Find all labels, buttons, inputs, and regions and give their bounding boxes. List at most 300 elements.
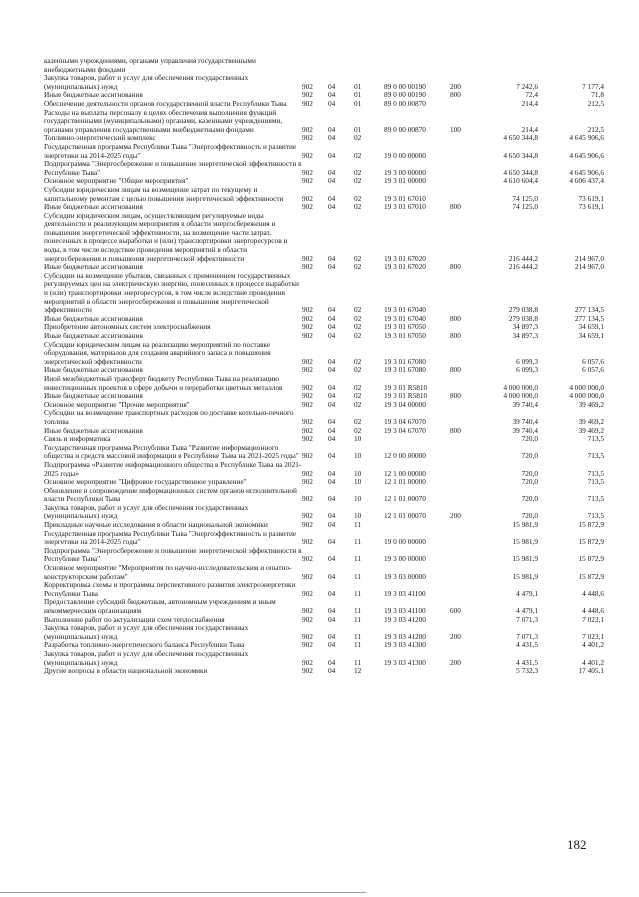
cell-target-code: 12 1 01 00070 xyxy=(384,494,426,504)
cell-expense-type xyxy=(450,401,478,410)
cell-section: 04 xyxy=(328,356,336,366)
cell-amount-year1: 15 981,9 xyxy=(512,554,538,564)
cell-subsection: 02 xyxy=(354,391,362,401)
cell-amount-year2: 212,5 xyxy=(587,124,604,134)
cell-target-code: 19 3 03 41200 xyxy=(384,631,426,641)
cell-amount-year2: 15 872,9 xyxy=(578,554,604,564)
cell-name: Подпрограмма «Развитие информационного общества в Республике Тыва на 2021-2025 годы» xyxy=(44,459,302,478)
cell-amount-year1: 4 650 344,8 xyxy=(503,167,538,177)
cell-section: 04 xyxy=(328,416,336,426)
cell-amount-year1: 720,0 xyxy=(521,468,538,478)
cell-amount-year2: 6 057,6 xyxy=(582,356,604,366)
cell-name: Закупка товаров, работ и услуг для обеспечения государственных (муниципальных) нужд xyxy=(44,623,249,641)
cell-expense-type xyxy=(450,667,478,676)
cell-name: Иные бюджетные ассигнования xyxy=(44,202,143,212)
cell-name: Субсидии юридическим лицам, осуществляющим регулируемые виды деятельности и реализующим мероприятия в области энергосбережения и повышения энергетической эффективности, на возмещение части затрат, понесенных в процессе выработки и (или) транспортировки энергоресурсов и воды, в том числе вследствие проведения мероприятий в области энергосбережения и повышения энергетической эффективности xyxy=(44,210,288,263)
cell-ved-code: 902 xyxy=(302,167,313,177)
cell-section: 04 xyxy=(328,262,336,272)
cell-section: 04 xyxy=(328,477,336,487)
cell-ved-code: 902 xyxy=(302,537,313,547)
table-row xyxy=(44,74,604,91)
cell-section: 04 xyxy=(328,313,336,323)
cell-section: 04 xyxy=(328,167,336,177)
cell-expense-type: 200 xyxy=(450,657,461,667)
cell-target-code: 19 3 01 R5810 xyxy=(384,391,428,401)
cell-section: 04 xyxy=(328,606,336,615)
cell-name: Иной межбюджетный трансферт бюджету Республики Тыва на реализацию инвестиционных проектов в сфере добычи и переработки цветных металлов xyxy=(44,373,283,392)
cell-target-code: 89 0 00 00870 xyxy=(384,124,426,134)
cell-expense-type xyxy=(450,444,478,461)
cell-amount-year1: 39 740,4 xyxy=(512,425,538,435)
cell-ved-code: 902 xyxy=(302,494,313,504)
cell-target-code: 12 1 01 00000 xyxy=(384,477,426,487)
cell-ved-code: 902 xyxy=(302,331,313,340)
cell-subsection: 01 xyxy=(354,98,362,108)
cell-name: Иные бюджетные ассигнования xyxy=(44,425,143,435)
cell-section: 04 xyxy=(328,391,336,401)
cell-amount-year1: 4 479,1 xyxy=(516,606,538,615)
cell-target-code: 19 3 03 41300 xyxy=(384,657,426,667)
cell-ved-code: 902 xyxy=(302,90,313,100)
cell-amount-year1: 4 650 344,8 xyxy=(503,150,538,160)
cell-expense-type: 800 xyxy=(450,365,461,375)
cell-expense-type xyxy=(450,272,478,315)
cell-amount-year1: 72,4 xyxy=(525,90,538,100)
cell-section: 04 xyxy=(328,176,336,186)
cell-section: 04 xyxy=(328,81,336,91)
cell-subsection: 02 xyxy=(354,322,362,332)
cell-name: Иные бюджетные ассигнования xyxy=(44,365,143,375)
cell-amount-year2: 713,5 xyxy=(587,434,604,444)
cell-subsection: 02 xyxy=(354,356,362,366)
cell-amount-year1: 74 125,0 xyxy=(512,193,538,203)
cell-ved-code: 902 xyxy=(302,176,313,186)
cell-target-code: 89 0 00 00870 xyxy=(384,98,426,108)
table-row xyxy=(44,143,604,160)
cell-subsection: 11 xyxy=(354,520,362,530)
cell-amount-year1: 279 038,8 xyxy=(508,305,538,315)
cell-expense-type xyxy=(450,186,478,203)
cell-name: Иные бюджетные ассигнования xyxy=(44,313,143,323)
cell-section: 04 xyxy=(328,399,336,409)
cell-section: 04 xyxy=(328,468,336,478)
table-row xyxy=(44,409,604,426)
cell-name: Подпрограмма "Энергосбережение и повышение энергетической эффективности в Республике Тыва" xyxy=(44,159,302,177)
cell-target-code: 19 3 04 67070 xyxy=(384,416,426,426)
cell-amount-year1: 6 099,3 xyxy=(516,365,538,375)
cell-amount-year1: 39 740,4 xyxy=(512,399,538,409)
cell-amount-year2: 4 645 906,6 xyxy=(569,167,604,177)
cell-subsection: 02 xyxy=(354,313,362,323)
cell-amount-year2: 7 177,4 xyxy=(582,81,604,91)
cell-section: 04 xyxy=(328,425,336,435)
cell-ved-code: 902 xyxy=(302,391,313,401)
cell-ved-code: 902 xyxy=(302,262,313,272)
cell-section: 04 xyxy=(328,150,336,160)
cell-target-code: 19 3 03 41100 xyxy=(384,588,426,598)
cell-expense-type xyxy=(450,177,478,186)
cell-amount-year2: 15 872,9 xyxy=(578,520,604,530)
cell-expense-type: 800 xyxy=(450,90,461,100)
cell-amount-year2: 214 967,0 xyxy=(574,262,604,272)
cell-expense-type xyxy=(450,530,478,547)
cell-ved-code: 902 xyxy=(302,554,313,564)
table-body xyxy=(44,57,604,676)
cell-expense-type: 100 xyxy=(450,124,461,134)
cell-subsection: 10 xyxy=(354,451,362,461)
cell-section xyxy=(328,57,354,74)
cell-amount-year1: 4 431,5 xyxy=(516,640,538,650)
cell-amount-year2: 713,5 xyxy=(587,451,604,461)
cell-target-code xyxy=(384,435,450,444)
cell-amount-year1 xyxy=(478,57,538,74)
cell-expense-type: 200 xyxy=(450,511,461,521)
cell-target-code: 19 0 00 00000 xyxy=(384,150,426,160)
cell-expense-type xyxy=(450,100,478,109)
cell-name: Закупка товаров, работ и услуг для обеспечения государственных (муниципальных) нужд xyxy=(44,502,249,521)
cell-subsection: 01 xyxy=(354,124,362,134)
cell-section: 04 xyxy=(328,537,336,547)
cell-amount-year1: 39 740,4 xyxy=(512,416,538,426)
cell-target-code: 19 3 04 67070 xyxy=(384,425,426,435)
cell-expense-type xyxy=(450,143,478,160)
cell-subsection: 01 xyxy=(354,81,362,91)
cell-amount-year1: 4 479,1 xyxy=(516,588,538,598)
cell-section: 04 xyxy=(328,382,336,392)
table-row xyxy=(44,341,604,367)
cell-ved-code: 902 xyxy=(302,365,313,375)
cell-target-code: 19 3 01 67050 xyxy=(384,322,426,332)
cell-subsection: 02 xyxy=(354,399,362,409)
cell-target-code: 12 1 01 00070 xyxy=(384,511,426,521)
cell-section: 04 xyxy=(328,571,336,581)
cell-amount-year2: 4 000 000,0 xyxy=(569,382,604,392)
cell-expense-type xyxy=(450,57,478,74)
cell-ved-code: 902 xyxy=(302,657,313,667)
cell-target-code: 19 3 01 67010 xyxy=(384,193,426,203)
cell-name: Закупка товаров, работ и услуг для обеспечения государственных (муниципальных) нужд xyxy=(44,648,249,667)
cell-section: 04 xyxy=(328,193,336,203)
cell-subsection: 12 xyxy=(354,666,362,676)
cell-target-code: 19 3 03 41200 xyxy=(384,614,426,624)
cell-expense-type xyxy=(450,487,478,504)
cell-name: Другие вопросы в области национальной экономики xyxy=(44,666,208,676)
budget-table xyxy=(44,57,604,676)
cell-target-code: 19 3 01 67050 xyxy=(384,331,426,340)
cell-ved-code: 902 xyxy=(302,434,313,444)
cell-amount-year2: 277 134,5 xyxy=(574,305,604,315)
cell-ved-code: 902 xyxy=(302,253,313,263)
cell-expense-type xyxy=(450,521,478,530)
cell-expense-type xyxy=(450,341,478,367)
cell-target-code: 19 3 03 00000 xyxy=(384,571,426,581)
cell-ved-code: 902 xyxy=(302,468,313,478)
cell-expense-type xyxy=(450,160,478,177)
cell-amount-year1: 720,0 xyxy=(521,494,538,504)
cell-expense-type xyxy=(450,409,478,426)
cell-name: Топливно-энергетический комплекс xyxy=(44,133,156,143)
cell-target-code xyxy=(384,57,450,74)
cell-section: 04 xyxy=(328,631,336,641)
cell-target-code: 19 3 04 00000 xyxy=(384,399,426,409)
cell-name: Закупка товаров, работ и услуг для обеспечения государственных (муниципальных) нужд xyxy=(44,73,249,91)
cell-target-code: 19 3 01 67080 xyxy=(384,356,426,366)
cell-amount-year1: 34 897,3 xyxy=(512,322,538,332)
cell-section: 04 xyxy=(328,666,336,676)
cell-subsection: 02 xyxy=(354,253,362,263)
cell-subsection: 11 xyxy=(354,588,362,598)
cell-target-code: 19 3 03 41100 xyxy=(384,606,426,615)
cell-expense-type xyxy=(450,641,478,650)
cell-expense-type: 200 xyxy=(450,631,461,641)
cell-amount-year1: 4 431,5 xyxy=(516,657,538,667)
cell-target-code: 19 3 00 00000 xyxy=(384,554,426,564)
cell-amount-year2: 214 967,0 xyxy=(574,253,604,263)
cell-section: 04 xyxy=(328,322,336,332)
table-row xyxy=(44,160,604,177)
cell-name: Основное мероприятие "Прочие мероприятия" xyxy=(44,399,190,409)
cell-ved-code: 902 xyxy=(302,382,313,392)
cell-name: Разработка топливно-энергетического баланса Республики Тыва xyxy=(44,640,245,650)
cell-section: 04 xyxy=(328,133,336,143)
cell-ved-code: 902 xyxy=(302,399,313,409)
cell-ved-code: 902 xyxy=(302,425,313,435)
cell-name: Связь и информатика xyxy=(44,434,111,444)
cell-name: Приобретение автономных систем электроснабжения xyxy=(44,322,211,332)
cell-target-code xyxy=(384,134,450,143)
cell-amount-year1: 720,0 xyxy=(521,451,538,461)
cell-ved-code: 902 xyxy=(302,606,313,615)
table-row xyxy=(44,624,604,641)
cell-subsection: 02 xyxy=(354,416,362,426)
cell-ved-code: 902 xyxy=(302,133,313,143)
cell-amount-year2: 713,5 xyxy=(587,511,604,521)
cell-name: Иные бюджетные ассигнования xyxy=(44,331,143,340)
page-number: 182 xyxy=(567,837,587,852)
cell-section: 04 xyxy=(328,124,336,134)
cell-amount-year1: 720,0 xyxy=(521,511,538,521)
cell-subsection: 11 xyxy=(354,571,362,581)
table-row xyxy=(44,444,604,461)
table-row xyxy=(44,547,604,564)
cell-amount-year1: 15 981,9 xyxy=(512,520,538,530)
cell-subsection: 10 xyxy=(354,511,362,521)
cell-amount-year2: 4 401,2 xyxy=(582,657,604,667)
cell-target-code: 19 3 01 67020 xyxy=(384,262,426,272)
cell-name: Государственная программа Республики Тыва "Энергоэффективность и развитие энергетики на 2014-2025 годы" xyxy=(44,141,297,160)
cell-subsection: 01 xyxy=(354,90,362,100)
cell-amount-year2: 713,5 xyxy=(587,494,604,504)
cell-subsection: 11 xyxy=(354,606,362,615)
cell-name: Иные бюджетные ассигнования xyxy=(44,90,143,100)
cell-section: 04 xyxy=(328,331,336,340)
cell-amount-year1: 4 650 344,8 xyxy=(503,133,538,143)
cell-subsection: 02 xyxy=(354,176,362,186)
cell-amount-year1: 74 125,0 xyxy=(512,202,538,212)
cell-subsection: 02 xyxy=(354,202,362,212)
cell-ved-code: 902 xyxy=(302,81,313,91)
cell-section: 04 xyxy=(328,98,336,108)
cell-expense-type xyxy=(450,547,478,564)
cell-amount-year2: 39 469,2 xyxy=(578,425,604,435)
cell-expense-type xyxy=(450,134,478,143)
cell-section: 04 xyxy=(328,451,336,461)
cell-section: 04 xyxy=(328,365,336,375)
cell-name: Расходы на выплаты персоналу в целях обеспечения выполнения функций государственными (муниципальными) органами, казенными учреждениями, органами управления государственными внебюджетными фондами xyxy=(44,107,283,134)
cell-amount-year2: 39 469,2 xyxy=(578,416,604,426)
cell-amount-year2: 71,8 xyxy=(591,90,604,100)
cell-amount-year1: 5 732,3 xyxy=(516,666,538,676)
cell-subsection: 11 xyxy=(354,537,362,547)
cell-ved-code: 902 xyxy=(302,193,313,203)
cell-amount-year2: 7 023,1 xyxy=(582,631,604,641)
cell-target-code: 19 0 00 00000 xyxy=(384,537,426,547)
cell-name: Подпрограмма "Энергосбережение и повышение энергетической эффективности в Республике Тыва" xyxy=(44,545,302,564)
cell-section: 04 xyxy=(328,434,336,444)
cell-expense-type xyxy=(450,435,478,444)
cell-ved-code: 902 xyxy=(302,614,313,624)
cell-amount-year2: 34 659,1 xyxy=(578,322,604,332)
cell-ved-code: 902 xyxy=(302,571,313,581)
cell-amount-year2: 4 448,6 xyxy=(582,606,604,615)
table-row xyxy=(44,564,604,581)
cell-target-code: 19 3 01 R5810 xyxy=(384,382,428,392)
cell-section: 04 xyxy=(328,511,336,521)
cell-subsection: 11 xyxy=(354,631,362,641)
cell-amount-year1: 720,0 xyxy=(521,477,538,487)
table-row xyxy=(44,504,604,521)
cell-subsection: 02 xyxy=(354,133,362,143)
cell-amount-year1: 7 071,3 xyxy=(516,631,538,641)
table-row xyxy=(44,212,604,264)
cell-expense-type: 600 xyxy=(450,606,461,615)
cell-subsection: 02 xyxy=(354,305,362,315)
cell-expense-type: 800 xyxy=(450,262,461,272)
cell-ved-code: 902 xyxy=(302,202,313,212)
cell-ved-code: 902 xyxy=(302,305,313,315)
cell-name: Субсидии юридическим лицам на возмещение затрат по текущему и капитальному ремонтам с целью повышения энергетической эффективности xyxy=(44,184,284,203)
footer-divider xyxy=(0,892,366,893)
cell-amount-year1: 15 981,9 xyxy=(512,571,538,581)
cell-ved-code: 902 xyxy=(302,451,313,461)
cell-ved-code: 902 xyxy=(302,511,313,521)
cell-section: 04 xyxy=(328,657,336,667)
cell-name: Корректировка схемы и программы перспективного развития электроэнергетики Республики Тыва xyxy=(44,580,296,598)
cell-name: Прикладные научные исследования в области национальной экономики xyxy=(44,520,268,530)
cell-amount-year2: 34 659,1 xyxy=(578,331,604,340)
cell-target-code: 89 0 00 00190 xyxy=(384,90,426,100)
cell-name: Обновление и сопровождение информационных систем органов исполнительной власти Республики Тыва xyxy=(44,485,297,504)
cell-ved-code: 902 xyxy=(302,150,313,160)
cell-section: 04 xyxy=(328,202,336,212)
cell-section: 04 xyxy=(328,520,336,530)
cell-amount-year2: 4 448,6 xyxy=(582,588,604,598)
cell-amount-year2 xyxy=(538,57,604,74)
cell-ved-code: 902 xyxy=(302,356,313,366)
cell-amount-year2: 4 000 000,0 xyxy=(569,391,604,401)
cell-expense-type xyxy=(450,212,478,264)
cell-target-code: 19 3 01 67020 xyxy=(384,253,426,263)
cell-subsection: 11 xyxy=(354,640,362,650)
cell-ved-code: 902 xyxy=(302,640,313,650)
cell-subsection: 02 xyxy=(354,193,362,203)
cell-expense-type: 800 xyxy=(450,391,461,401)
cell-section: 04 xyxy=(328,305,336,315)
cell-section: 04 xyxy=(328,614,336,624)
cell-ved-code xyxy=(302,57,328,74)
cell-amount-year1: 4 000 000,0 xyxy=(503,382,538,392)
cell-section: 04 xyxy=(328,253,336,263)
cell-ved-code: 902 xyxy=(302,520,313,530)
cell-amount-year1: 216 444,2 xyxy=(508,262,538,272)
cell-amount-year2: 4 401,2 xyxy=(582,640,604,650)
cell-subsection: 10 xyxy=(354,477,362,487)
cell-target-code: 19 3 00 00000 xyxy=(384,167,426,177)
table-row xyxy=(44,186,604,203)
cell-name: Государственная программа Республики Тыва "Энергоэффективность и развитие энергетики на 2014-2025 годы" xyxy=(44,528,297,547)
cell-target-code: 19 3 01 67080 xyxy=(384,365,426,375)
cell-ved-code: 902 xyxy=(302,124,313,134)
cell-amount-year2: 15 872,9 xyxy=(578,537,604,547)
cell-amount-year1: 7 242,6 xyxy=(516,81,538,91)
cell-ved-code: 902 xyxy=(302,416,313,426)
table-row xyxy=(44,375,604,392)
cell-name: Основное мероприятие "Мероприятия по научно-исследовательским и опытно-конструкторским работам" xyxy=(44,563,292,581)
cell-expense-type xyxy=(450,564,478,581)
cell-amount-year2: 17 405,1 xyxy=(578,666,604,676)
table-row xyxy=(44,461,604,478)
table-row xyxy=(44,530,604,547)
cell-amount-year2: 277 134,5 xyxy=(574,313,604,323)
cell-amount-year2: 73 619,1 xyxy=(578,202,604,212)
cell-subsection: 10 xyxy=(354,494,362,504)
cell-amount-year1: 720,0 xyxy=(521,434,538,444)
cell-amount-year2: 4 645 906,6 xyxy=(569,133,604,143)
cell-amount-year2: 212,5 xyxy=(587,98,604,108)
table-row xyxy=(44,109,604,135)
cell-amount-year2: 73 619,1 xyxy=(578,193,604,203)
cell-name: Основное мероприятие "Цифровое государственное управление" xyxy=(44,477,247,487)
cell-amount-year1: 34 897,3 xyxy=(512,331,538,340)
cell-target-code: 19 3 01 67040 xyxy=(384,305,426,315)
cell-expense-type: 800 xyxy=(450,425,461,435)
cell-subsection: 02 xyxy=(354,382,362,392)
cell-name: Основное мероприятие "Общие мероприятия" xyxy=(44,176,189,186)
table-row xyxy=(44,581,604,598)
table-row xyxy=(44,57,604,74)
cell-subsection xyxy=(354,57,384,74)
table-row xyxy=(44,650,604,667)
cell-target-code xyxy=(384,521,450,530)
cell-name: Иные бюджетные ассигнования xyxy=(44,262,143,272)
cell-subsection: 11 xyxy=(354,614,362,624)
cell-ved-code: 902 xyxy=(302,631,313,641)
cell-target-code: 19 3 01 67010 xyxy=(384,202,426,212)
cell-amount-year2: 39 469,2 xyxy=(578,399,604,409)
cell-subsection: 10 xyxy=(354,434,362,444)
cell-target-code: 19 3 01 67040 xyxy=(384,313,426,323)
cell-target-code: 89 0 00 00190 xyxy=(384,81,426,91)
cell-subsection: 02 xyxy=(354,365,362,375)
cell-subsection: 02 xyxy=(354,425,362,435)
cell-amount-year2: 15 872,9 xyxy=(578,571,604,581)
cell-ved-code: 902 xyxy=(302,588,313,598)
table-row xyxy=(44,667,604,676)
cell-name: Субсидии на возмещение убытков, связанных с применением государственных регулируемых цен на электрическую энергию, понесенных в процессе выработки и (или) транспортировки энергоресурсов, в том числе вследствие проведения мероприятий в области энергосбережения и повышения энергетической эффективности xyxy=(44,270,299,315)
cell-amount-year2: 4 645 906,6 xyxy=(569,150,604,160)
cell-amount-year1: 7 071,3 xyxy=(516,614,538,624)
cell-amount-year1: 214,4 xyxy=(521,124,538,134)
